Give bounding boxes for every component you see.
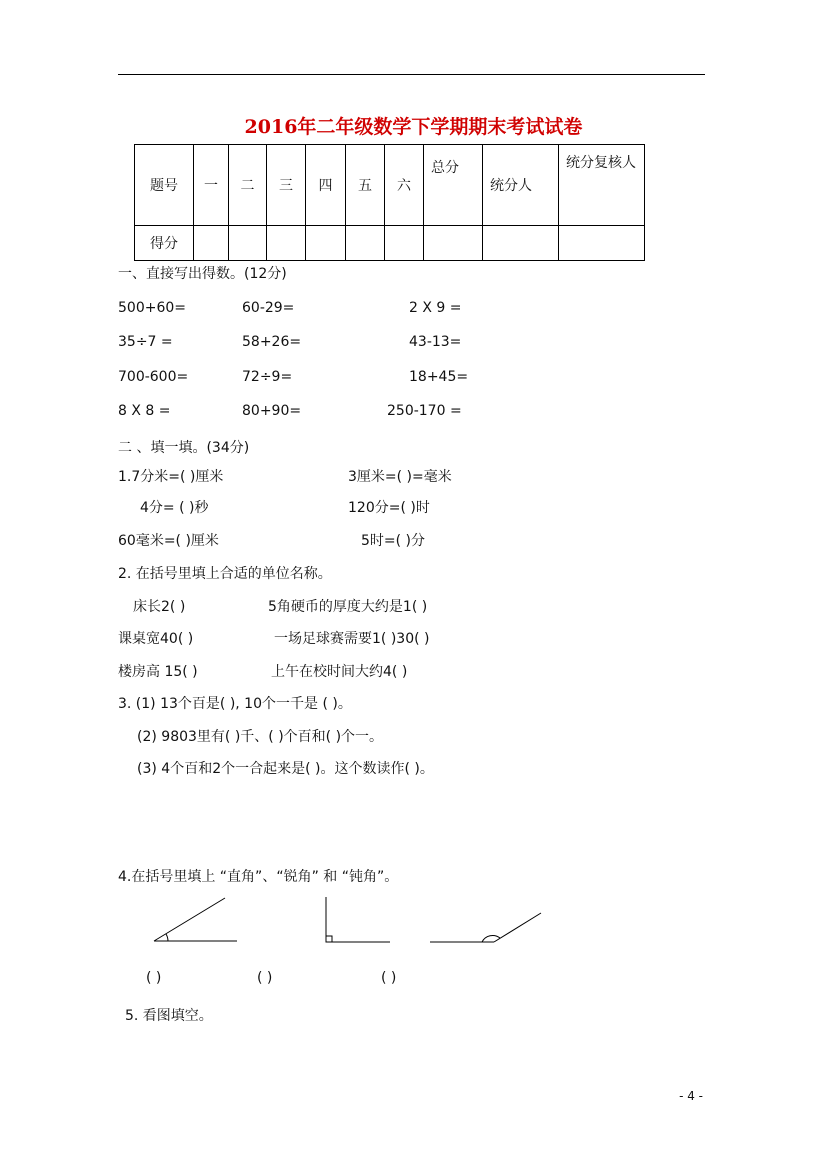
angle-answer-blank[interactable]: ( ) <box>381 970 397 986</box>
arith-problem: 60-29= <box>242 300 295 316</box>
fill-item: 床长2( ) <box>133 599 186 615</box>
arith-problem: 72÷9= <box>242 369 293 385</box>
right-angle-figure <box>326 897 390 942</box>
section1-heading: 一、直接写出得数。(12分) <box>118 266 287 282</box>
fill-item: 楼房高 15( ) <box>118 664 198 680</box>
fill-item: 5时=( )分 <box>361 533 426 549</box>
acute-angle-figure <box>154 898 237 941</box>
arith-problem: 8 X 8 = <box>118 403 171 419</box>
fill-item: 课桌宽40( ) <box>118 631 194 647</box>
fill-item: (3) 4个百和2个一合起来是( )。这个数读作( )。 <box>137 761 434 777</box>
score-header-cell: 统分复核人 <box>559 145 645 226</box>
page-title: 2016年二年级数学下学期期末考试试卷 <box>244 116 583 138</box>
fill-item: 60毫米=( )厘米 <box>118 533 219 549</box>
score-header-cell: 总分 <box>424 145 483 226</box>
arith-problem: 58+26= <box>242 334 302 350</box>
fill-item: (2) 9803里有( )千、( )个百和( )个一。 <box>137 729 384 745</box>
arith-problem: 35÷7 = <box>118 334 173 350</box>
arith-problem: 700-600= <box>118 369 189 385</box>
question-title: 5. 看图填空。 <box>125 1008 213 1024</box>
arith-problem: 500+60= <box>118 300 186 316</box>
fill-item: 上午在校时间大约4( ) <box>271 664 408 680</box>
fill-item: 3. (1) 13个百是( ), 10个一千是 ( )。 <box>118 696 352 712</box>
question-title: 2. 在括号里填上合适的单位名称。 <box>118 566 332 582</box>
score-row-label: 得分 <box>135 226 194 261</box>
angle-answer-blank[interactable]: ( ) <box>146 970 162 986</box>
score-header-cell: 一 <box>194 145 229 226</box>
score-header-cell: 二 <box>229 145 267 226</box>
fill-item: 1.7分米=( )厘米 <box>118 469 224 485</box>
fill-item: 5角硬币的厚度大约是1( ) <box>268 599 428 615</box>
fill-item: 4分= ( )秒 <box>140 500 209 516</box>
score-header-cell: 三 <box>267 145 306 226</box>
score-header-cell: 五 <box>346 145 385 226</box>
score-header-cell: 四 <box>306 145 346 226</box>
score-header-cell: 统分人 <box>483 145 559 226</box>
section2-heading: 二 、填一填。(34分) <box>118 440 250 456</box>
arith-problem: 250-170 = <box>387 403 462 419</box>
obtuse-angle-figure <box>430 913 541 942</box>
arith-problem: 18+45= <box>409 369 469 385</box>
arith-problem: 80+90= <box>242 403 302 419</box>
question-title: 4.在括号里填上 “直角”、“锐角” 和 “钝角”。 <box>118 869 399 885</box>
arith-problem: 43-13= <box>409 334 462 350</box>
score-header-cell: 题号 <box>135 145 194 226</box>
angle-answer-blank[interactable]: ( ) <box>257 970 273 986</box>
fill-item: 一场足球赛需要1( )30( ) <box>274 631 430 647</box>
arith-problem: 2 X 9 = <box>409 300 462 316</box>
fill-item: 120分=( )时 <box>348 500 430 516</box>
score-header-cell: 六 <box>385 145 424 226</box>
fill-item: 3厘米=( )=毫米 <box>348 469 452 485</box>
page-number: - 4 - <box>679 1089 703 1103</box>
